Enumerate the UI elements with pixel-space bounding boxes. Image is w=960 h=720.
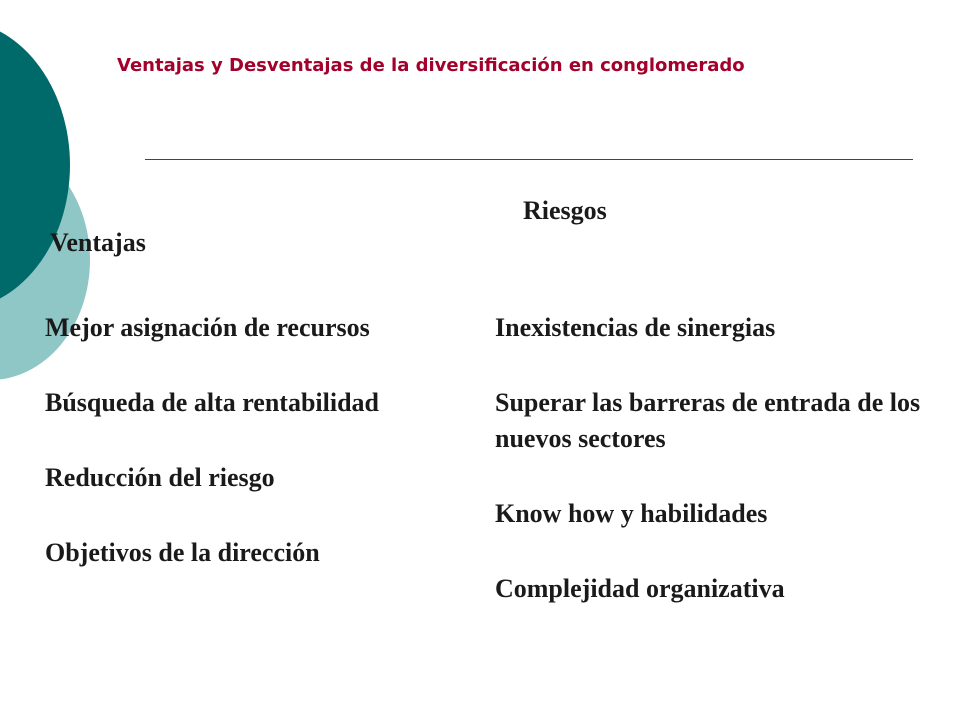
riesgos-item: Know how y habilidades [495,499,768,528]
riesgos-item: Superar las barreras de entrada de los nuevos sectores [495,388,921,453]
riesgos-item: Inexistencias de sinergias [495,313,776,342]
ventajas-item: Mejor asignación de recursos [45,313,370,342]
title-divider [145,159,913,160]
ventajas-heading: Ventajas [50,228,146,257]
ventajas-list [45,310,485,610]
riesgos-list [495,310,955,646]
slide-title: Ventajas y Desventajas de la diversificación en conglomerado [117,55,745,76]
ventajas-item: Reducción del riesgo [45,463,275,492]
ventajas-item: Objetivos de la dirección [45,538,320,567]
riesgos-heading: Riesgos [523,196,607,225]
ventajas-item: Búsqueda de alta rentabilidad [45,388,380,417]
riesgos-item: Complejidad organizativa [495,574,785,603]
